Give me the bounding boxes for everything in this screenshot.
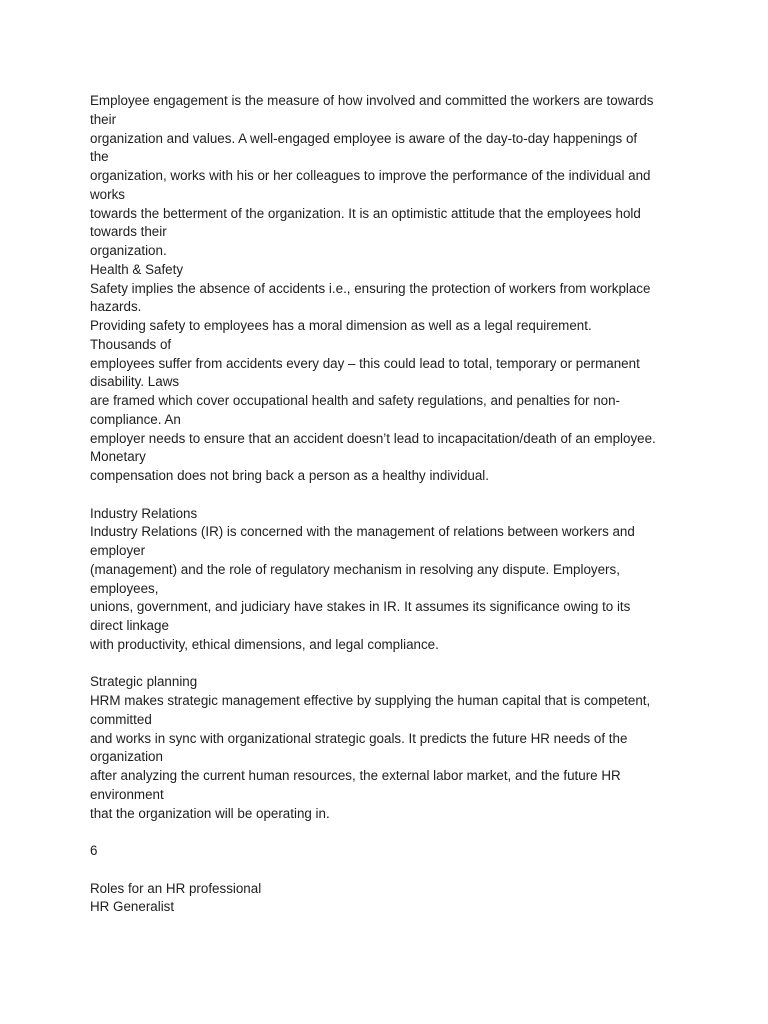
text-line: that the organization will be operating in. bbox=[90, 805, 330, 821]
paragraph-spacer bbox=[90, 861, 690, 880]
text-line: environment bbox=[90, 786, 164, 802]
text-line: Providing safety to employees has a moral dimension as well as a legal requirement. bbox=[90, 318, 592, 333]
paragraph-spacer bbox=[90, 823, 690, 842]
text-line: direct linkage bbox=[90, 618, 169, 633]
text-line: with productivity, ethical dimensions, and legal compliance. bbox=[90, 636, 439, 652]
section-heading: Strategic planning bbox=[90, 674, 198, 690]
section-heading: Health & Safety bbox=[90, 261, 184, 277]
text-line: hazards. bbox=[90, 299, 142, 315]
section-heading: Industry Relations bbox=[90, 505, 198, 521]
text-line: employees, bbox=[90, 580, 159, 596]
text-line: organization, works with his or her colleagues to improve the performance of the individual and bbox=[90, 168, 651, 183]
section-heading: Roles for an HR professional bbox=[90, 880, 262, 896]
text-line: after analyzing the current human resources, the external labor market, and the future HR bbox=[90, 768, 621, 783]
engagement-paragraph bbox=[90, 92, 690, 261]
text-line: and works in sync with organizational strategic goals. It predicts the future HR needs of the bbox=[90, 730, 628, 746]
text-line: works bbox=[90, 186, 125, 202]
text-line: towards the betterment of the organization. It is an optimistic attitude that the employees hold bbox=[90, 205, 641, 221]
text-line: Industry Relations (IR) is concerned with the management of relations between workers and bbox=[90, 524, 635, 540]
text-line: unions, government, and judiciary have stakes in IR. It assumes its significance owing to its bbox=[90, 599, 631, 615]
health-safety-section bbox=[90, 261, 690, 486]
text-line: are framed which cover occupational health and safety regulations, and penalties for non- bbox=[90, 393, 620, 408]
text-line: Thousands of bbox=[90, 336, 172, 352]
document-page bbox=[90, 92, 690, 917]
subsection-heading: HR Generalist bbox=[90, 899, 175, 915]
paragraph-spacer bbox=[90, 486, 690, 505]
text-line: towards their bbox=[90, 224, 167, 240]
text-line: committed bbox=[90, 711, 152, 727]
text-line: HRM makes strategic management effective by supplying the human capital that is competent, bbox=[90, 693, 651, 708]
text-line: employer needs to ensure that an accident doesn’t lead to incapacitation/death of an employee. bbox=[90, 430, 656, 446]
text-line: employer bbox=[90, 543, 146, 558]
text-line: compensation does not bring back a person as a healthy individual. bbox=[90, 468, 489, 483]
text-line: organization. bbox=[90, 243, 167, 258]
text-line: Employee engagement is the measure of how involved and committed the workers are towards bbox=[90, 93, 654, 108]
text-line: organization and values. A well-engaged employee is aware of the day-to-day happenings of bbox=[90, 130, 638, 146]
strategic-planning-section bbox=[90, 673, 690, 823]
text-line: the bbox=[90, 149, 109, 165]
text-line: disability. Laws bbox=[90, 374, 180, 390]
text-line: compliance. An bbox=[90, 411, 181, 427]
industry-relations-section bbox=[90, 505, 690, 655]
text-line: employees suffer from accidents every day – this could lead to total, temporary or permanent bbox=[90, 355, 640, 371]
text-line: Monetary bbox=[90, 449, 146, 465]
text-line: Safety implies the absence of accidents i.e., ensuring the protection of workers from workplace bbox=[90, 280, 651, 296]
text-line: their bbox=[90, 111, 117, 127]
page-number: 6 bbox=[90, 843, 98, 858]
paragraph-spacer bbox=[90, 655, 690, 674]
text-line: organization bbox=[90, 749, 163, 765]
text-line: (management) and the role of regulatory mechanism in resolving any dispute. Employers, bbox=[90, 561, 620, 577]
roles-section bbox=[90, 880, 690, 918]
